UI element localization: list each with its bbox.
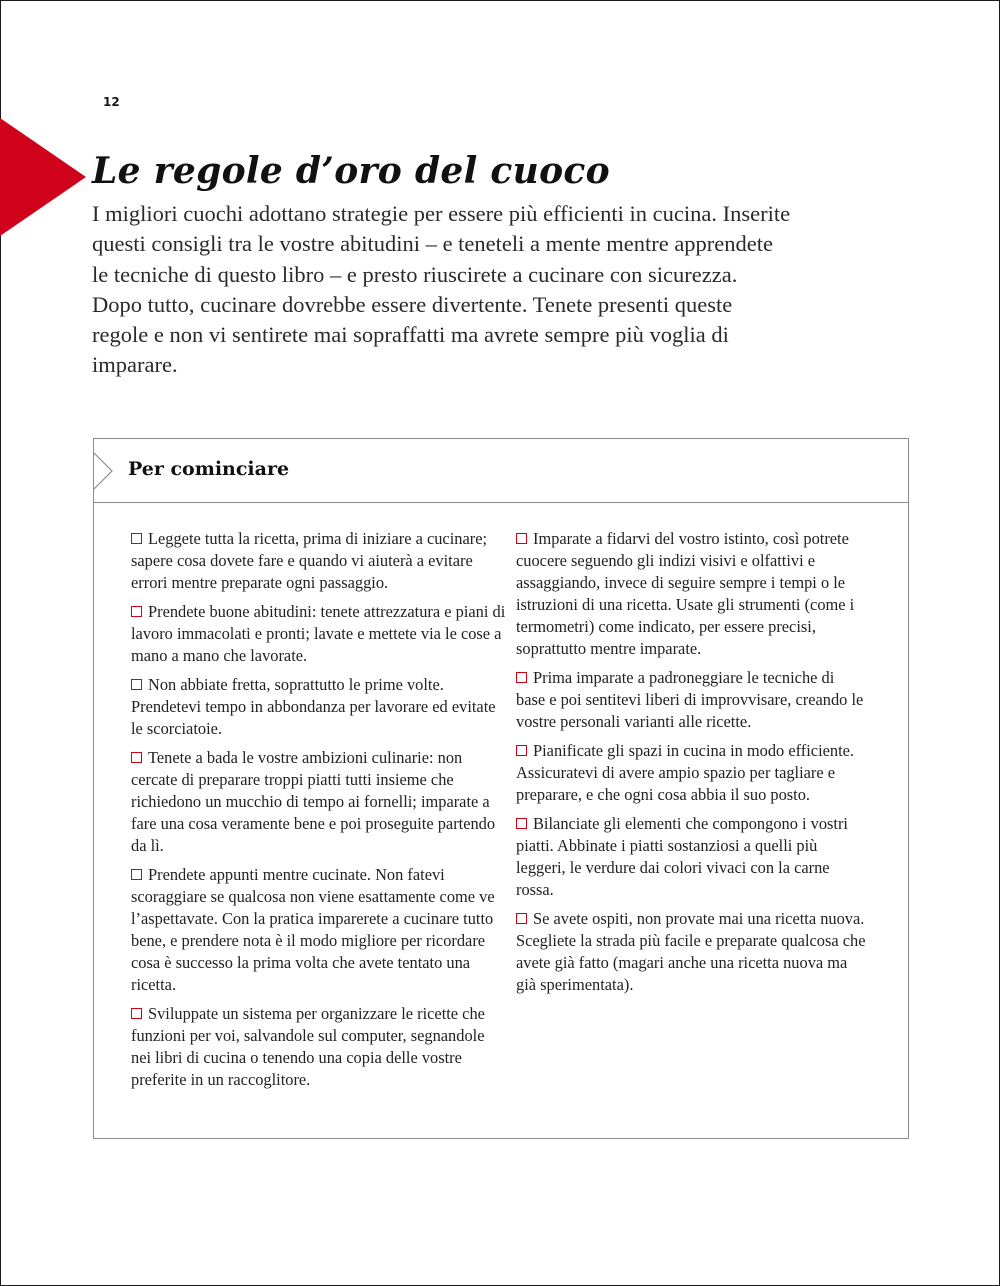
checkbox-icon — [516, 818, 527, 829]
tip-item — [131, 528, 506, 594]
page-number: 12 — [103, 95, 120, 109]
tip-item — [131, 747, 506, 857]
checkbox-icon — [131, 533, 142, 544]
tips-column-left — [131, 528, 506, 1098]
tip-text: Leggete tutta la ricetta, prima di iniziare a cucinare; sapere cosa dovete fare e quando vi aiuterà a evitare errori mentre preparate ogni passaggio. — [131, 529, 488, 592]
checkbox-icon — [131, 1008, 142, 1019]
tip-item — [131, 674, 506, 740]
tip-item — [131, 601, 506, 667]
checkbox-icon — [516, 672, 527, 683]
tip-text: Imparate a fidarvi del vostro istinto, così potrete cuocere seguendo gli indizi visivi e olfattivi e assaggiando, invece di seguire sempre i tempi o le istruzioni di una ricetta. Usate gli strumenti (come i termometri) come indicato, per essere precisi, soprattutto mentre imparate. — [516, 529, 855, 658]
tip-text: Sviluppate un sistema per organizzare le ricette che funzioni per voi, salvandole sul computer, segnandole nei libri di cucina o tenendo una copia delle vostre preferite in un raccoglitore. — [131, 1004, 485, 1089]
checkbox-icon — [516, 745, 527, 756]
intro-paragraph: I migliori cuochi adottano strategie per essere più efficienti in cucina. Inserite questi consigli tra le vostre abitudini – e teneteli a mente mentre apprendete le tecniche di questo libro – e presto riuscirete a cucinare con sicurezza. Dopo tutto, cucinare dovrebbe essere divertente. Tenete presenti queste regole e non vi sentirete mai sopraffatti ma avrete sempre più voglia di imparare. — [92, 201, 791, 378]
tips-column-right — [516, 528, 866, 1003]
checkbox-icon — [131, 679, 142, 690]
tip-item — [516, 908, 866, 996]
tip-text: Tenete a bada le vostre ambizioni culinarie: non cercate di preparare troppi piatti tutti insieme che richiedono un mucchio di tempo ai fornelli; imparate a fare una cosa veramente bene e poi proseguite partendo da lì. — [131, 748, 496, 855]
tip-text: Se avete ospiti, non provate mai una ricetta nuova. Scegliete la strada più facile e preparate qualcosa che avete già fatto (magari anche una ricetta nuova ma già sperimentata). — [516, 909, 866, 994]
tip-item — [516, 528, 866, 660]
tip-item — [131, 864, 506, 996]
tips-box-header — [94, 439, 908, 503]
checkbox-icon — [131, 752, 142, 763]
checkbox-icon — [516, 913, 527, 924]
checkbox-icon — [516, 533, 527, 544]
tip-text: Pianificate gli spazi in cucina in modo efficiente. Assicuratevi di avere ampio spazio per tagliare e preparare, e che ogni cosa abbia il suo posto. — [516, 741, 855, 804]
tip-text: Prendete appunti mentre cucinate. Non fatevi scoraggiare se qualcosa non viene esattamente come ve l’aspettavate. Con la pratica imparerete a cucinare tutto bene, e prendere nota è il modo migliore per ricordare cosa è successo la prima volta che avete tentato una ricetta. — [131, 865, 495, 994]
tip-item — [516, 667, 866, 733]
tip-text: Bilanciate gli elementi che compongono i vostri piatti. Abbinate i piatti sostanziosi a quelli più leggeri, le verdure dai colori vivaci con la carne rossa. — [516, 814, 848, 899]
tip-item — [131, 1003, 506, 1091]
checkbox-icon — [131, 606, 142, 617]
chevron-right-icon — [93, 452, 115, 490]
tips-box-title: Per cominciare — [128, 458, 290, 480]
tip-item — [516, 813, 866, 901]
tip-text: Prima imparate a padroneggiare le tecniche di base e poi sentitevi liberi di improvvisare, creando le vostre personali varianti alle ricette. — [516, 668, 864, 731]
tip-text: Prendete buone abitudini: tenete attrezzatura e piani di lavoro immacolati e pronti; lavate e mettete via le cose a mano a mano che lavorate. — [131, 602, 506, 665]
red-triangle-marker — [0, 118, 86, 236]
tips-box — [93, 438, 909, 1139]
checkbox-icon — [131, 869, 142, 880]
page-title: Le regole d’oro del cuoco — [92, 150, 610, 192]
tip-item — [516, 740, 866, 806]
tip-text: Non abbiate fretta, soprattutto le prime volte. Prendetevi tempo in abbondanza per lavorare ed evitate le scorciatoie. — [131, 675, 496, 738]
